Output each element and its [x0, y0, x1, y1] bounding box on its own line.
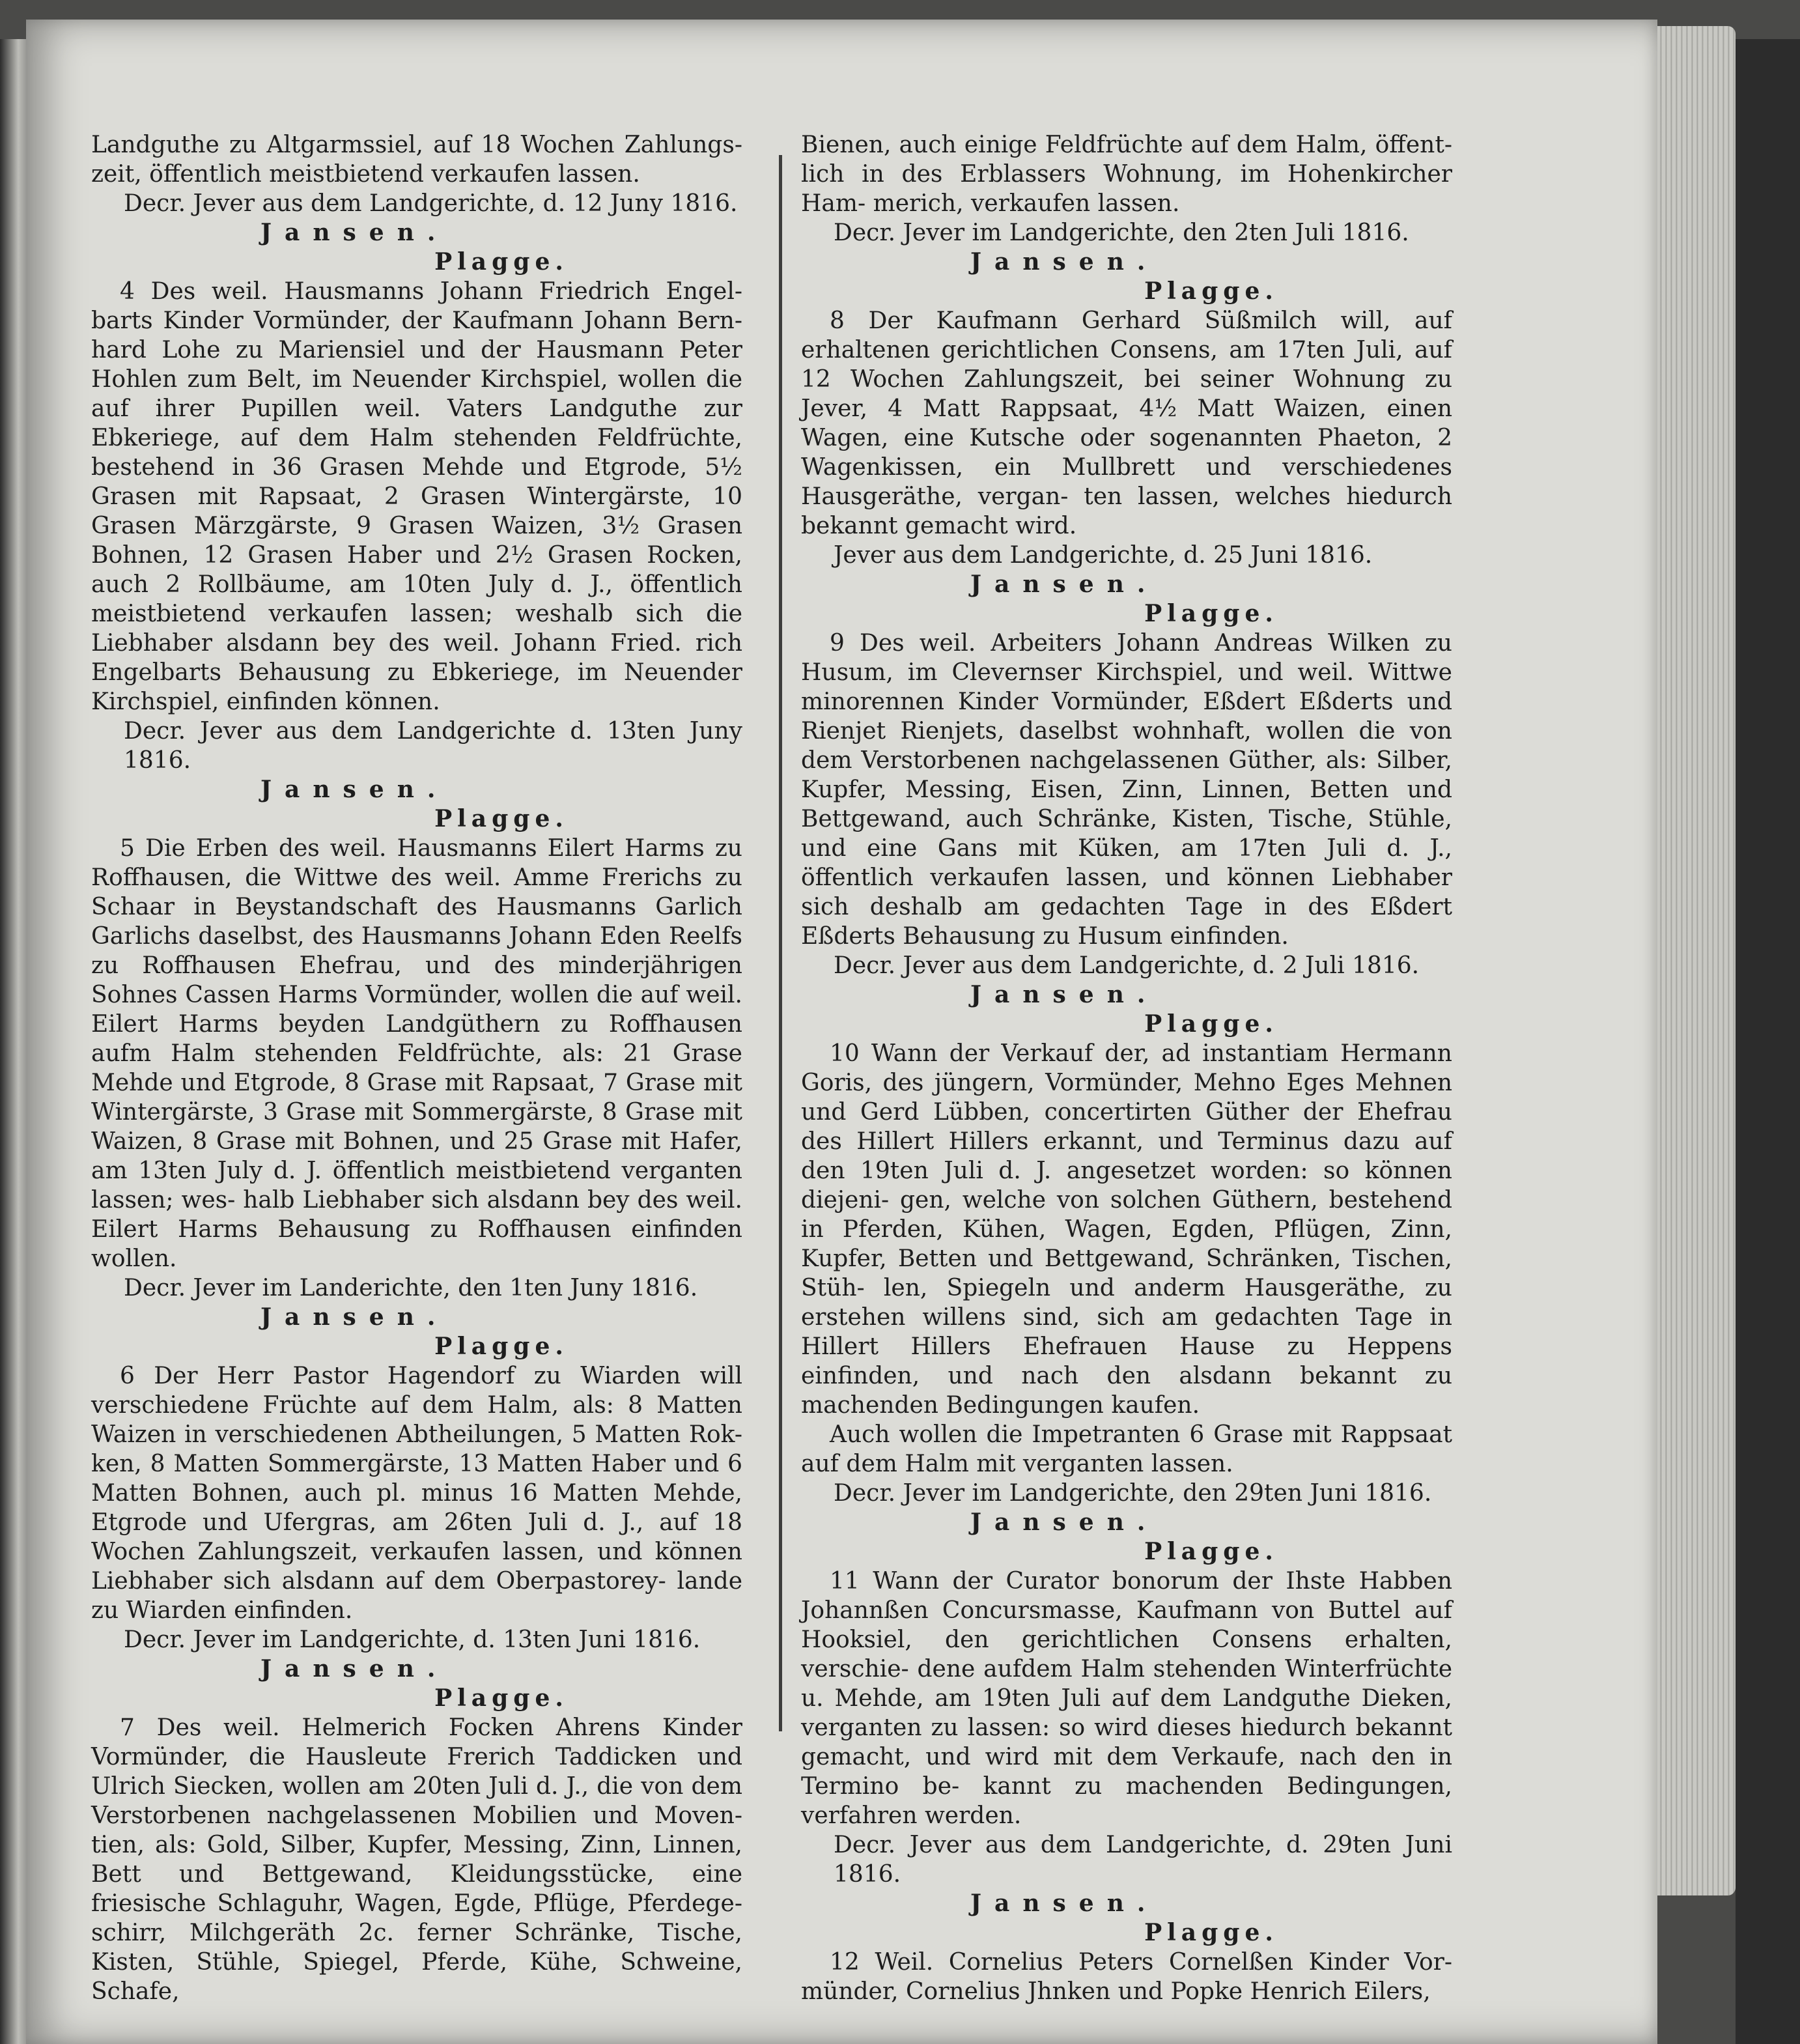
notice-paragraph: 8 Der Kaufmann Gerhard Süßmilch will, auf erhaltenen gerichtlichen Consens, am 17ten Juli, auf 12 Wochen Zahlungszeit, bei seiner Wohnung zu Jever, 4 Matt Rappsaat, 4½ Matt Waizen, einen Wagen, eine Kutsche oder sogenannten Phaeton, 2 Wagenkissen, ein Mullbrett und verschiedenes Hausgeräthe, vergan- ten lassen, welches hiedurch bekannt gemacht wird.	[801, 307, 1452, 539]
plagge-heading: Plagge.	[434, 805, 569, 832]
signature-jansen: Jansen.	[260, 1655, 449, 1682]
signature-jansen: Jansen.	[260, 219, 449, 246]
notice-paragraph: 11 Wann der Curator bonorum der Ihste Habben Johannßen Concursmasse, Kaufmann von Buttel auf Hooksiel, den gerichtlichen Consens erhalten, verschie- dene aufdem Halm stehenden Winterfrüchte u. Mehde, am 19ten Juli auf dem Landguthe Dieken, verganten zu lassen: so wird dieses hiedurch bekannt gemacht, und wird mit dem Verkaufe, nach den in Termino be- kannt zu machenden Bedingungen, verfahren werden.	[801, 1568, 1452, 1829]
plagge-heading: Plagge.	[1144, 600, 1278, 627]
notice-paragraph: 6 Der Herr Pastor Hagendorf zu Wiarden will verschiedene Früchte auf dem Halm, als: 8 Matten Waizen in verschiedenen Abtheilungen, 5 Matten Rok- ken, 8 Matten Sommergärste, 13 Matten Haber und 6 Matten Bohnen, auch pl. minus 16 Matten Mehde, Etgrode und Ufergras, am 26ten Juli d. J., auf 18 Wochen Zahlungszeit, verkaufen lassen, und können Liebhaber sich alsdann auf dem Oberpastorey- lande zu Wiarden einfinden.	[91, 1363, 742, 1624]
notice-paragraph: 10 Wann der Verkauf der, ad instantiam Hermann Goris, des jüngern, Vormünder, Mehno Eges Mehnen und Gerd Lübben, concertirten Güther der Ehefrau des Hillert Hillers erkannt, und Terminus dazu auf den 19ten Juli d. J. angesetzet worden: so können diejeni- gen, welche von solchen Güthern, bestehend in Pferden, Kühen, Wagen, Egden, Pflügen, Zinn, Kupfer, Betten und Bettgewand, Schränken, Tischen, Stüh- len, Spiegeln und anderm Hausgeräthe, zu erstehen willens sind, sich am gedachten Tage in Hillert Hillers Ehefrauen Hause zu Heppens einfinden, und nach den alsdann bekannt zu machenden Bedingungen kaufen.	[801, 1040, 1452, 1419]
notice-paragraph: Auch wollen die Impetranten 6 Grase mit Rappsaat auf dem Halm mit verganten lassen.	[801, 1421, 1452, 1477]
plagge-heading: Plagge.	[434, 248, 569, 276]
signature-jansen: Jansen.	[970, 571, 1159, 598]
decree-line: Decr. Jever aus dem Landgerichte, d. 2 Juli 1816.	[834, 952, 1420, 979]
signature-jansen: Jansen.	[260, 776, 449, 803]
plagge-heading: Plagge.	[1144, 1919, 1278, 1946]
decree-line: Jever aus dem Landgerichte, d. 25 Juni 1816.	[834, 542, 1373, 569]
signature-jansen: Jansen.	[970, 1890, 1159, 1917]
background-shadow	[1736, 39, 1800, 2044]
notice-paragraph: 9 Des weil. Arbeiters Johann Andreas Wilken zu Husum, im Clevernser Kirchspiel, und weil. Wittwe minorennen Kinder Vormünder, Eßdert Eßderts und Rienjet Rienjets, daselbst wohnhaft, wollen die von dem Verstorbenen nachgelassenen Güther, als: Silber, Kupfer, Messing, Eisen, Zinn, Linnen, Betten und Bettgewand, auch Schränke, Kisten, Tische, Stühle, und eine Gans mit Küken, am 17ten Juli d. J., öffentlich verkaufen lassen, und können Liebhaber sich deshalb am gedachten Tage in des Eßdert Eßderts Behausung zu Husum einfinden.	[801, 630, 1452, 950]
notice-paragraph: 12 Weil. Cornelius Peters Cornelßen Kinder Vor- münder, Cornelius Jhnken und Popke Henrich Eilers,	[801, 1949, 1452, 2005]
previous-page-edge	[0, 39, 26, 2044]
book-page-edges	[1657, 26, 1736, 1895]
plagge-heading: Plagge.	[1144, 277, 1278, 305]
decree-line: Decr. Jever aus dem Landgerichte, d. 12 Juny 1816.	[124, 190, 738, 217]
notice-paragraph: 4 Des weil. Hausmanns Johann Friedrich Engel- barts Kinder Vormünder, der Kaufmann Johann Bern- hard Lohe zu Mariensiel und der Hausmann Peter Hohlen zum Belt, im Neuender Kirchspiel, wollen die auf ihrer Pupillen weil. Vaters Landguthe zur Ebkeriege, auf dem Halm stehenden Feldfrüchte, bestehend in 36 Grasen Mehde und Etgrode, 5½ Grasen mit Rapsaat, 2 Grasen Wintergärste, 10 Grasen Märzgärste, 9 Grasen Waizen, 3½ Grasen Bohnen, 12 Grasen Haber und 2½ Grasen Rocken, auch 2 Rollbäume, am 10ten July d. J., öffentlich meistbietend verkaufen lassen; weshalb sich die Liebhaber alsdann bey des weil. Johann Fried. rich Engelbarts Behausung zu Ebkeriege, im Neuender Kirchspiel, einfinden können.	[91, 278, 742, 715]
right-text-column	[801, 130, 1452, 2006]
plagge-heading: Plagge.	[1144, 1010, 1278, 1038]
signature-jansen: Jansen.	[970, 248, 1159, 276]
decree-line: Decr. Jever aus dem Landgerichte d. 13ten Juny 1816.	[124, 718, 742, 774]
notice-paragraph: Landguthe zu Altgarmssiel, auf 18 Wochen Zahlungs- zeit, öffentlich meistbietend verkaufen lassen.	[91, 132, 742, 188]
decree-line: Decr. Jever im Landerichte, den 1ten Juny 1816.	[124, 1275, 698, 1301]
left-text-column	[91, 130, 742, 2006]
signature-jansen: Jansen.	[970, 1509, 1159, 1536]
signature-jansen: Jansen.	[260, 1303, 449, 1331]
plagge-heading: Plagge.	[434, 1684, 569, 1712]
plagge-heading: Plagge.	[434, 1333, 569, 1360]
signature-jansen: Jansen.	[970, 981, 1159, 1008]
plagge-heading: Plagge.	[1144, 1538, 1278, 1565]
notice-paragraph: Bienen, auch einige Feldfrüchte auf dem Halm, öffent- lich in des Erblassers Wohnung, im Hohenkircher Ham- merich, verkaufen lassen.	[801, 132, 1452, 217]
decree-line: Decr. Jever aus dem Landgerichte, d. 29ten Juni 1816.	[834, 1832, 1452, 1888]
notice-paragraph: 5 Die Erben des weil. Hausmanns Eilert Harms zu Roffhausen, die Wittwe des weil. Amme Frerichs zu Schaar in Beystandschaft des Hausmanns Garlich Garlichs daselbst, des Hausmanns Johann Eden Reelfs zu Roffhausen Ehefrau, und des minderjährigen Sohnes Cassen Harms Vormünder, wollen die auf weil. Eilert Harms beyden Landgüthern zu Roffhausen aufm Halm stehenden Feldfrüchte, als: 21 Grase Mehde und Etgrode, 8 Grase mit Rapsaat, 7 Grase mit Wintergärste, 3 Grase mit Sommergärste, 8 Grase mit Waizen, 8 Grase mit Bohnen, und 25 Grase mit Hafer, am 13ten July d. J. öffentlich meistbietend verganten lassen; wes- halb Liebhaber sich alsdann bey des weil. Eilert Harms Behausung zu Roffhausen einfinden wollen.	[91, 835, 742, 1272]
decree-line: Decr. Jever im Landgerichte, den 2ten Juli 1816.	[834, 220, 1409, 246]
column-divider	[779, 155, 782, 1731]
decree-line: Decr. Jever im Landgerichte, d. 13ten Juni 1816.	[124, 1626, 701, 1653]
notice-paragraph: 7 Des weil. Helmerich Focken Ahrens Kinder Vormünder, die Hausleute Frerich Taddicken und Ulrich Siecken, wollen am 20ten Juli d. J., die von dem Verstorbenen nachgelassenen Mobilien und Moven- tien, als: Gold, Silber, Kupfer, Messing, Zinn, Linnen, Bett und Bettgewand, Kleidungsstücke, eine friesische Schlaguhr, Wagen, Egde, Pflüge, Pferdege- schirr, Milchgeräth 2c. ferner Schränke, Tische, Kisten, Stühle, Spiegel, Pferde, Kühe, Schweine, Schafe,	[91, 1714, 742, 2005]
decree-line: Decr. Jever im Landgerichte, den 29ten Juni 1816.	[834, 1480, 1432, 1507]
